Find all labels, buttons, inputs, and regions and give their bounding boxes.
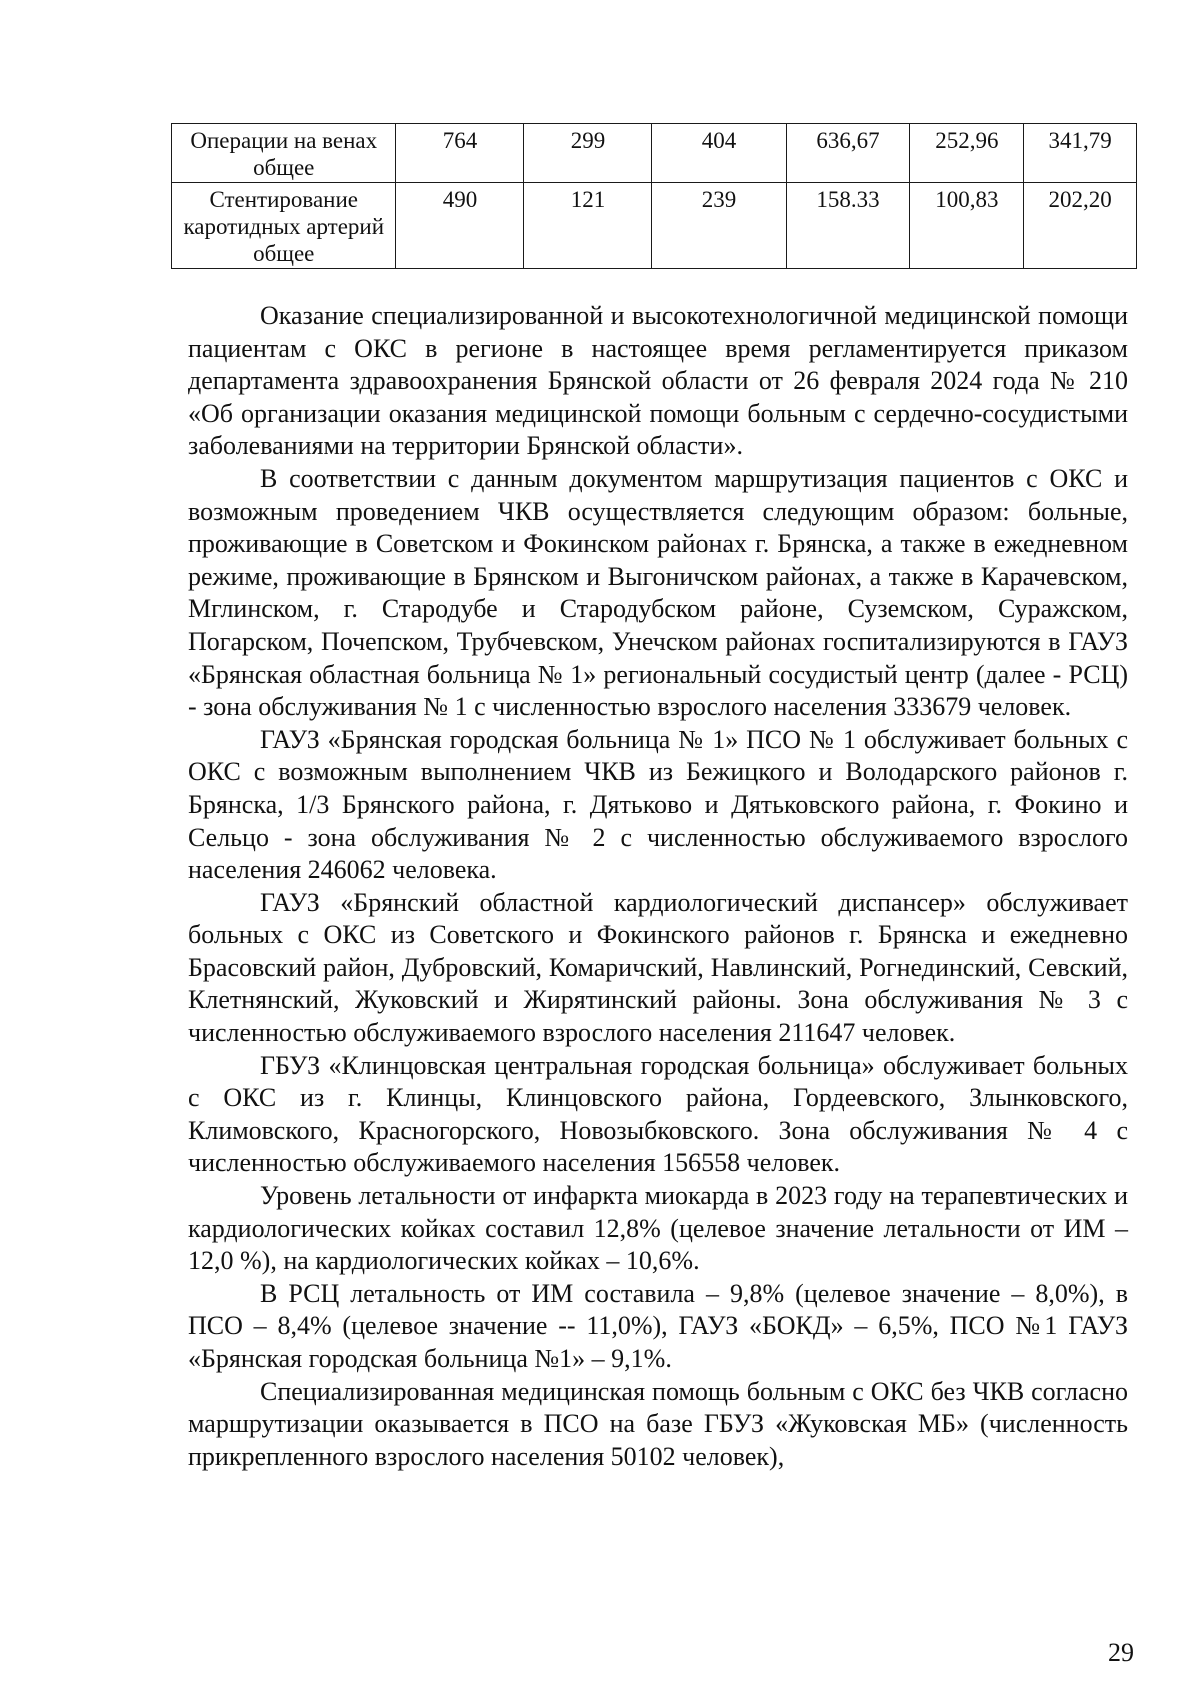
table-cell: 299 [524, 124, 652, 183]
paragraph: ГБУЗ «Клинцовская центральная городская больница» обслуживает больных с ОКС из г. Клинцы, Клинцовского района, Гордеевского, Злынковского, Климовского, Красногорского, Новозыбковского. Зона обслуживания № 4 с численностью обслуживаемого населения 156558 человек. [188, 1050, 1128, 1178]
paragraph: В соответствии с данным документом маршрутизация пациентов с ОКС и возможным проведением ЧКВ осуществляется следующим образом: больные, проживающие в Советском и Фокинском районах г. Брянска, а также в ежедневном режиме, проживающие в Брянском и Выгоничском районах, а также в Карачевском, Мглинском, г. Стародубе и Стародубском районе, Суземском, Суражском, Погарском, Почепском, Трубчевском, Унечском районах госпитализируются в ГАУЗ «Брянская областная больница № 1» региональный сосудистый центр (далее - РСЦ) - зона обслуживания № 1 с численностью взрослого населения 333679 человек. [188, 463, 1128, 722]
table-cell: 158.33 [786, 183, 910, 269]
paragraph: Оказание специализированной и высокотехнологичной медицинской помощи пациентам с ОКС в регионе в настоящее время регламентируется приказом департамента здравоохранения Брянской области от 26 февраля 2024 года № 210 «Об организации оказания медицинской помощи больным с сердечно-сосудистыми заболеваниями на территории Брянской области». [188, 301, 1128, 461]
table-cell: 490 [396, 183, 524, 269]
table-row [172, 183, 1137, 269]
table-cell: 341,79 [1024, 124, 1137, 183]
data-table [171, 123, 1137, 269]
row-label: Стентирование каротидных артерий общее [172, 183, 396, 269]
table-cell: 404 [652, 124, 786, 183]
table-cell: 100,83 [910, 183, 1024, 269]
table-cell: 239 [652, 183, 786, 269]
paragraph: ГАУЗ «Брянская городская больница № 1» ПСО № 1 обслуживает больных с ОКС с возможным выполнением ЧКВ из Бежицкого и Володарского районов г. Брянска, 1/3 Брянского района, г. Дятьково и Дятьковского района, г. Фокино и Сельцо - зона обслуживания № 2 с численностью обслуживаемого взрослого населения 246062 человека. [188, 724, 1128, 885]
table-cell: 121 [524, 183, 652, 269]
paragraph: Специализированная медицинская помощь больным с ОКС без ЧКВ согласно маршрутизации оказывается в ПСО на базе ГБУЗ «Жуковская МБ» (численность прикрепленного взрослого населения 50102 человек), [188, 1376, 1128, 1471]
table-row [172, 124, 1137, 183]
table-cell: 252,96 [910, 124, 1024, 183]
row-label: Операции на венах общее [172, 124, 396, 183]
body-text [188, 300, 1128, 1473]
paragraph: ГАУЗ «Брянский областной кардиологический диспансер» обслуживает больных с ОКС из Советского и Фокинского районов г. Брянска и ежедневно Брасовский район, Дубровский, Комаричский, Навлинский, Рогнединский, Севский, Клетнянский, Жуковский и Жирятинский районы. Зона обслуживания № 3 с численностью обслуживаемого взрослого населения 211647 человек. [188, 887, 1128, 1048]
table-cell: 764 [396, 124, 524, 183]
paragraph: Уровень летальности от инфаркта миокарда в 2023 году на терапевтических и кардиологических койках составил 12,8% (целевое значение летальности от ИМ – 12,0 %), на кардиологических койках – 10,6%. [188, 1181, 1128, 1276]
paragraph: В РСЦ летальность от ИМ составила – 9,8% (целевое значение – 8,0%), в ПСО – 8,4% (целевое значение -- 11,0%), ГАУЗ «БОКД» – 6,5%, ПСО №1 ГАУЗ «Брянская городская больница №1» – 9,1%. [188, 1278, 1128, 1373]
table-cell: 636,67 [786, 124, 910, 183]
page-number: 29 [1108, 1638, 1134, 1667]
table-cell: 202,20 [1024, 183, 1137, 269]
